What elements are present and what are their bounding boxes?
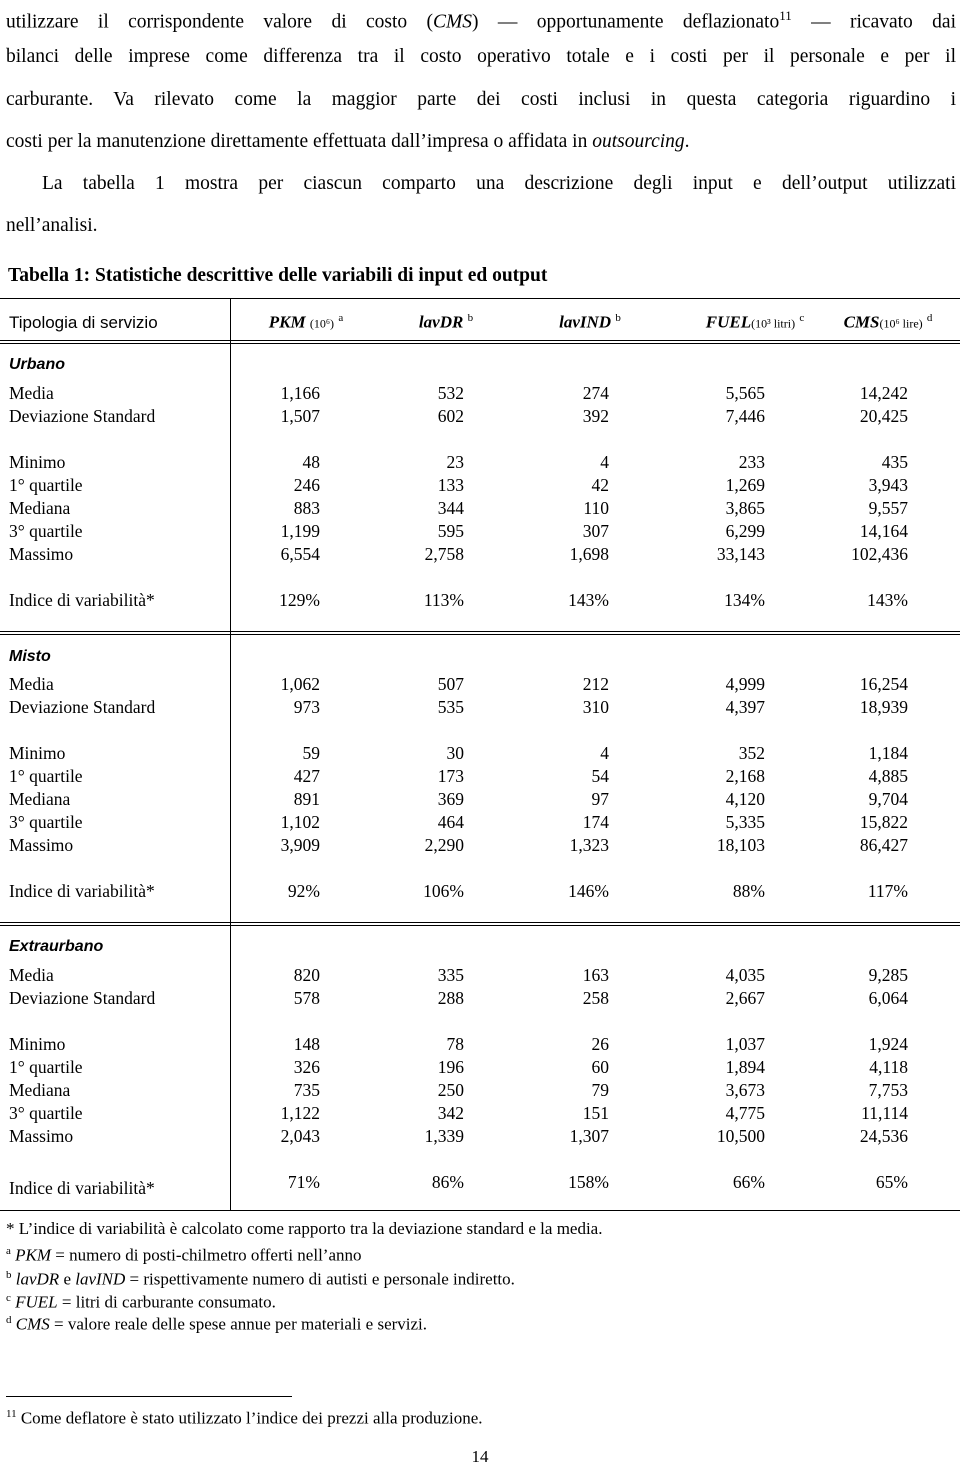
row-label: Mediana	[9, 498, 71, 518]
header-col-lavdr	[371, 312, 521, 333]
cell-value: 246	[293, 475, 320, 495]
note-text: = valore reale delle spese annue per materiali e servizi.	[49, 1314, 428, 1334]
cell-value: 4,885	[868, 766, 908, 786]
cell-value: 151	[582, 1103, 609, 1123]
row-label: Deviazione Standard	[9, 406, 156, 426]
text: .	[684, 131, 690, 152]
cell-value: 18,939	[859, 697, 908, 717]
row-label: 3° quartile	[9, 812, 83, 832]
cell-value: 134%	[724, 590, 765, 610]
footnote-11	[6, 1408, 482, 1429]
intro-line-1	[6, 4, 956, 35]
footnote-separator	[6, 1396, 292, 1397]
cell-value: 1,062	[280, 674, 320, 694]
cell-value: 326	[293, 1057, 320, 1077]
cell-value: 14,242	[859, 383, 908, 403]
cell-value: 173	[437, 766, 464, 786]
cell-value: 4,999	[725, 674, 765, 694]
cell-value: 344	[437, 498, 464, 518]
cell-value: 507	[437, 674, 464, 694]
note-d	[6, 1309, 427, 1336]
cell-value: 26	[591, 1034, 609, 1054]
cell-value: 65%	[875, 1172, 908, 1192]
note-term: lavIND	[75, 1269, 126, 1289]
cell-value: 106%	[423, 881, 464, 901]
intro-line-6: nell’analisi.	[6, 215, 98, 236]
table-row	[0, 1125, 960, 1148]
note-a	[6, 1240, 362, 1267]
cell-value: 4	[600, 743, 609, 763]
table-row	[0, 673, 960, 696]
cell-value: 602	[437, 406, 464, 426]
cell-value: 820	[293, 965, 320, 985]
table-caption: Tabella 1: Statistiche descrittive delle variabili di input ed output	[8, 265, 548, 286]
cell-value: 7,753	[868, 1080, 908, 1100]
cell-value: 258	[582, 988, 609, 1008]
cell-value: 1,199	[280, 521, 320, 541]
footnote-text: Come deflatore è stato utilizzato l’indice dei prezzi alla produzione.	[16, 1408, 483, 1428]
page-number: 14	[471, 1447, 489, 1466]
row-label: Minimo	[9, 452, 66, 472]
cell-value: 5,565	[725, 383, 765, 403]
table-row	[0, 589, 960, 612]
cell-value: 2,290	[424, 835, 464, 855]
footnote-ref: 11	[779, 8, 792, 23]
cell-value: 2,667	[725, 988, 765, 1008]
table-row	[0, 474, 960, 497]
note-sup: d	[6, 1314, 12, 1326]
table-row	[0, 451, 960, 474]
row-label: Indice di variabilità*	[9, 881, 155, 901]
section-divider-rule	[0, 631, 960, 635]
table-bottom-rule	[0, 1210, 960, 1211]
cell-value: 4,035	[725, 965, 765, 985]
cell-value: 117%	[867, 881, 908, 901]
italic-term: outsourcing	[592, 131, 685, 152]
cell-value: 4,120	[725, 789, 765, 809]
cell-value: 1,037	[725, 1034, 765, 1054]
col-sup: b	[615, 312, 621, 324]
cell-value: 158%	[568, 1172, 609, 1192]
row-label: Deviazione Standard	[9, 697, 156, 717]
cell-value: 1,102	[280, 812, 320, 832]
table-row	[0, 788, 960, 811]
cell-value: 60	[591, 1057, 609, 1077]
table-row	[0, 1172, 960, 1200]
cell-value: 1,269	[725, 475, 765, 495]
cell-value: 86,427	[859, 835, 908, 855]
cell-value: 4,397	[725, 697, 765, 717]
cell-value: 78	[446, 1034, 464, 1054]
note-sup: c	[6, 1292, 11, 1304]
cell-value: 1,698	[569, 544, 609, 564]
cell-value: 18,103	[716, 835, 765, 855]
cell-value: 427	[293, 766, 320, 786]
table-top-rule	[0, 298, 960, 299]
cell-value: 143%	[568, 590, 609, 610]
note-text: e	[59, 1269, 76, 1289]
table-row	[0, 742, 960, 765]
row-label: Indice di variabilità*	[9, 590, 155, 610]
text: ) — opportunamente deflazionato	[472, 11, 780, 33]
note-text: = litri di carburante consumato.	[57, 1292, 276, 1312]
row-label: Massimo	[9, 544, 74, 564]
cell-value: 10,500	[716, 1126, 765, 1146]
cell-value: 14,164	[859, 521, 908, 541]
cell-value: 392	[582, 406, 609, 426]
cell-value: 288	[437, 988, 464, 1008]
cell-value: 464	[437, 812, 464, 832]
note-term: PKM	[15, 1245, 52, 1265]
row-label: Mediana	[9, 789, 71, 809]
table-row	[0, 1056, 960, 1079]
cell-value: 143%	[867, 590, 908, 610]
cell-value: 1,339	[424, 1126, 464, 1146]
table-row	[0, 696, 960, 719]
cell-value: 163	[582, 965, 609, 985]
cell-value: 71%	[287, 1172, 320, 1192]
table-row	[0, 987, 960, 1010]
row-label: Minimo	[9, 743, 66, 763]
cell-value: 1,924	[868, 1034, 908, 1054]
cell-value: 11,114	[861, 1103, 908, 1123]
table-row	[0, 880, 960, 903]
cell-value: 4	[600, 452, 609, 472]
col-unit: (10⁶)	[309, 316, 335, 331]
intro-line-3: carburante. Va rilevato come la maggior parte dei costi inclusi in questa categoria riguardino i	[6, 89, 956, 110]
col-name: CMS	[843, 312, 880, 332]
table-row	[0, 405, 960, 428]
cell-value: 146%	[568, 881, 609, 901]
cell-value: 342	[437, 1103, 464, 1123]
cell-value: 7,446	[725, 406, 765, 426]
cell-value: 110	[583, 498, 609, 518]
cell-value: 92%	[287, 881, 320, 901]
cell-value: 1,894	[725, 1057, 765, 1077]
cell-value: 86%	[431, 1172, 464, 1192]
row-label: 1° quartile	[9, 766, 83, 786]
cell-value: 274	[582, 383, 609, 403]
row-label: 1° quartile	[9, 1057, 83, 1077]
cell-value: 595	[437, 521, 464, 541]
note-variability: * L’indice di variabilità è calcolato come rapporto tra la deviazione standard e la media.	[6, 1219, 603, 1238]
cell-value: 233	[738, 452, 765, 472]
header-col-cms	[816, 312, 960, 333]
cell-value: 6,064	[868, 988, 908, 1008]
cell-value: 1,323	[569, 835, 609, 855]
col-sup: d	[926, 312, 933, 324]
cell-value: 1,166	[280, 383, 320, 403]
text: costi per la manutenzione direttamente effettuata dall’impresa o affidata in	[6, 131, 593, 152]
table-row	[0, 497, 960, 520]
cell-value: 735	[293, 1080, 320, 1100]
cell-value: 9,285	[868, 965, 908, 985]
note-term: CMS	[15, 1314, 50, 1334]
cell-value: 1,307	[569, 1126, 609, 1146]
cell-value: 148	[293, 1034, 320, 1054]
row-label: Media	[9, 674, 54, 694]
table-row	[0, 964, 960, 987]
row-label: Media	[9, 383, 54, 403]
row-label: Minimo	[9, 1034, 66, 1054]
row-label: Massimo	[9, 1126, 74, 1146]
cell-value: 9,704	[868, 789, 908, 809]
row-label: Media	[9, 965, 54, 985]
cell-value: 369	[437, 789, 464, 809]
text: — ricavato dai	[791, 11, 956, 33]
text: utilizzare il corrispondente valore di costo (	[6, 11, 434, 33]
cell-value: 174	[582, 812, 609, 832]
cell-value: 33,143	[716, 544, 765, 564]
cell-value: 54	[591, 766, 609, 786]
table-row	[0, 811, 960, 834]
cell-value: 973	[293, 697, 320, 717]
cell-value: 48	[302, 452, 320, 472]
cell-value: 2,168	[725, 766, 765, 786]
cell-value: 3,909	[280, 835, 320, 855]
cms-term: CMS	[433, 11, 473, 33]
cell-value: 578	[293, 988, 320, 1008]
cell-value: 102,436	[851, 544, 908, 564]
cell-value: 4,775	[725, 1103, 765, 1123]
cell-value: 532	[437, 383, 464, 403]
section-title-urbano: Urbano	[9, 356, 65, 373]
cell-value: 883	[293, 498, 320, 518]
table-row	[0, 765, 960, 788]
section-title-extraurbano: Extraurbano	[9, 938, 104, 955]
cell-value: 310	[582, 697, 609, 717]
col-unit: (10⁶ lire)	[879, 316, 923, 331]
note-sup: b	[6, 1269, 12, 1281]
table-row	[0, 1079, 960, 1102]
cell-value: 891	[293, 789, 320, 809]
cell-value: 352	[738, 743, 765, 763]
note-text: = numero di posti-chilmetro offerti nell’anno	[51, 1245, 362, 1265]
col-unit: (10³ litri)	[751, 316, 796, 331]
cell-value: 1,122	[280, 1103, 320, 1123]
intro-line-4	[6, 130, 956, 154]
cell-value: 196	[437, 1057, 464, 1077]
row-label: Indice di variabilità*	[9, 1178, 155, 1198]
cell-value: 113%	[423, 590, 464, 610]
cell-value: 129%	[279, 590, 320, 610]
cell-value: 9,557	[868, 498, 908, 518]
col-sup: a	[338, 312, 344, 324]
row-label: 3° quartile	[9, 521, 83, 541]
cell-value: 23	[446, 452, 464, 472]
section-title-misto: Misto	[9, 648, 51, 665]
cell-value: 5,335	[725, 812, 765, 832]
row-label: Mediana	[9, 1080, 71, 1100]
cell-value: 212	[582, 674, 609, 694]
cell-value: 3,865	[725, 498, 765, 518]
col-sup: b	[467, 312, 474, 324]
intro-line-5: La tabella 1 mostra per ciascun comparto una descrizione degli input e dell’output utilizzati	[42, 173, 956, 194]
col-name: lavDR	[418, 312, 464, 332]
table-row	[0, 382, 960, 405]
cell-value: 16,254	[859, 674, 908, 694]
cell-value: 335	[437, 965, 464, 985]
cell-value: 307	[582, 521, 609, 541]
cell-value: 2,043	[280, 1126, 320, 1146]
table-row	[0, 543, 960, 566]
cell-value: 97	[591, 789, 609, 809]
cell-value: 3,943	[868, 475, 908, 495]
cell-value: 20,425	[859, 406, 908, 426]
cell-value: 535	[437, 697, 464, 717]
cell-value: 250	[437, 1080, 464, 1100]
row-label: 1° quartile	[9, 475, 83, 495]
cell-value: 1,184	[868, 743, 908, 763]
cell-value: 24,536	[859, 1126, 908, 1146]
note-term: FUEL	[15, 1292, 58, 1312]
table-row	[0, 1033, 960, 1056]
cell-value: 30	[446, 743, 464, 763]
cell-value: 6,554	[280, 544, 320, 564]
cell-value: 42	[591, 475, 609, 495]
table-row	[0, 1102, 960, 1125]
cell-value: 6,299	[725, 521, 765, 541]
table-row	[0, 834, 960, 857]
header-service-type: Tipologia di servizio	[9, 313, 158, 332]
note-term: lavDR	[15, 1269, 60, 1289]
section-divider-rule	[0, 922, 960, 926]
col-name: PKM	[268, 312, 306, 332]
cell-value: 1,507	[280, 406, 320, 426]
cell-value: 66%	[732, 1172, 765, 1192]
col-sup: c	[799, 312, 805, 324]
cell-value: 435	[881, 452, 908, 472]
cell-value: 15,822	[859, 812, 908, 832]
footnote-sup: 11	[6, 1408, 17, 1420]
cell-value: 133	[437, 475, 464, 495]
row-label: Deviazione Standard	[9, 988, 156, 1008]
header-col-pkm	[231, 312, 381, 333]
cell-value: 88%	[732, 881, 765, 901]
table-row	[0, 520, 960, 543]
col-name: FUEL	[705, 312, 752, 332]
cell-value: 4,118	[869, 1057, 908, 1077]
cell-value: 2,758	[424, 544, 464, 564]
note-text: = rispettivamente numero di autisti e personale indiretto.	[125, 1269, 515, 1289]
note-sup: a	[6, 1245, 11, 1257]
header-double-rule	[0, 340, 960, 344]
intro-line-2: bilanci delle imprese come differenza tra il costo operativo totale e i costi per il personale e per il	[6, 46, 956, 67]
cell-value: 79	[591, 1080, 609, 1100]
col-name: lavIND	[559, 312, 612, 332]
row-label: Massimo	[9, 835, 74, 855]
header-col-lavind	[515, 312, 665, 333]
cell-value: 59	[302, 743, 320, 763]
cell-value: 3,673	[725, 1080, 765, 1100]
row-label: 3° quartile	[9, 1103, 83, 1123]
